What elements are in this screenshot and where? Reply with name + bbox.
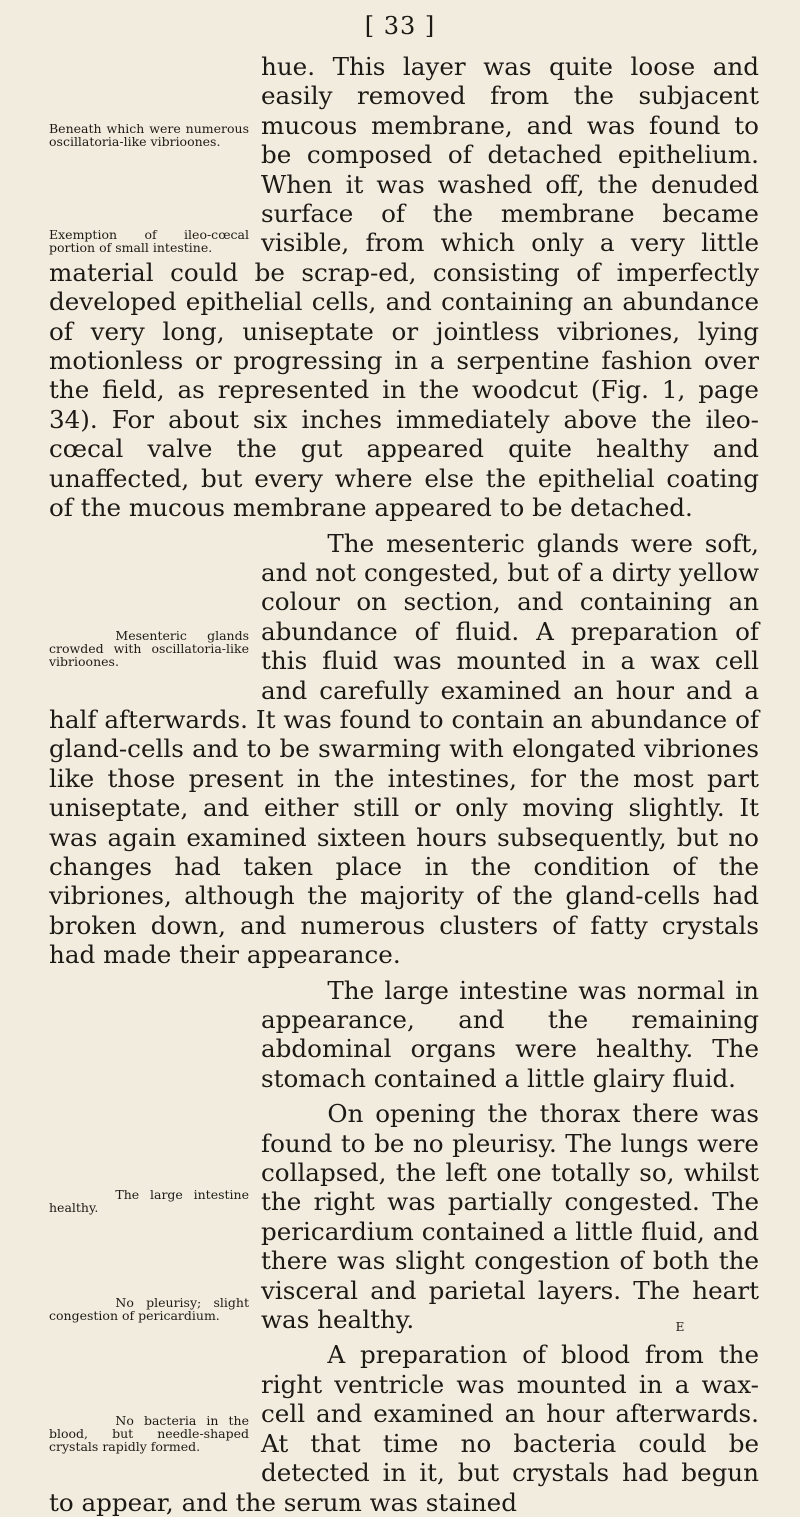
paragraph-5 [49,1340,759,1516]
paragraph-2 [49,529,759,970]
paragraph-text: The mesenteric glands were soft, and not congested, but of a dirty yellow colour on section, and containing an abundance of fluid. A preparation of this fluid was mounted in a wax cell and carefully examined an hour and a half afterwards. It was found to contain an abundance of gland-cells and to be swarming with elongated vibriones like those present in the intestines, for the most part uniseptate, and either still or only moving slightly. It was again examined sixteen hours subsequently, but no changes had taken place in the condition of the vibriones, although the majority of the gland-cells had broken down, and numerous clusters of fatty crystals had made their appearance. [49,528,759,970]
marginal-note: Exemption of ileo-cœcal portion of small intestine. [49,227,249,255]
paragraph-3 [49,975,759,1215]
marginal-note: Mesenteric glands crowded with oscillatoria-like vibrioones. [49,627,249,669]
marginal-note: No pleurisy; slight congestion of pericardium. [49,1294,249,1323]
marginal-note: No bacteria in the blood, but needle-shaped crystals rapidly formed. [49,1412,249,1454]
paragraph-text: On opening the thorax there was found to be no pleurisy. The lungs were collapsed, the left one totally so, whilst the right was partially congested. The pericardium contained a little fluid, and there was slight congestion of both the visceral and parietal layers. The heart was healthy. [261,1099,759,1335]
paragraph-1 [49,52,759,523]
signature-mark: E [675,1320,685,1334]
marginal-note: The large intestine healthy. [49,1186,249,1215]
marginal-note: Beneath which were numerous oscillatoria-like vibrioones. [49,121,249,149]
page-number: [ 33 ] [364,12,436,40]
paragraph-text: A preparation of blood from the right ventricle was mounted in a wax-cell and examined an hour afterwards. At that time no bacteria could be detected in it, but crystals had begun to appear, and the serum was stained [49,1340,759,1517]
paragraph-text: The large intestine was normal in appearance, and the remaining abdominal organs were healthy. The stomach contained a little glairy fluid. [261,975,759,1093]
body-text [49,52,759,1517]
paragraph-text: hue. This layer was quite loose and easily removed from the subjacent mucous membrane, and was found to be composed of detached epithelium. When it was washed off, the denuded surface of the membrane became visible, from which only a very little material could be scrap-ed, consisting of imperfectly developed epithelial cells, and containing an abundance of very long, uniseptate or jointless vibriones, lying motionless or progressing in a serpentine fashion over the field, as represented in the woodcut (Fig. 1, page 34). For about six inches immediately above the ileo-cœcal valve the gut appeared quite healthy and unaffected, but every where else the epithelial coating of the mucous membrane appeared to be detached. [49,52,759,523]
